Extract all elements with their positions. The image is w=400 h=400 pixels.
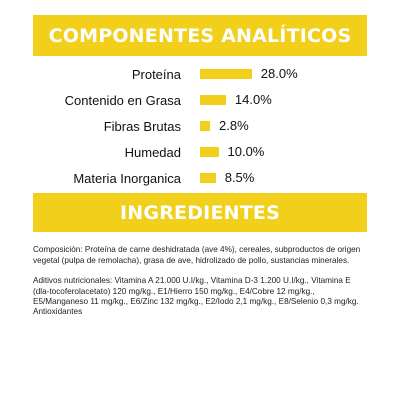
row-bar: [200, 121, 210, 131]
row-label: Fibras Brutas: [103, 119, 181, 134]
analytics-row-fat: [0, 90, 400, 116]
row-value: 8.5%: [224, 170, 255, 185]
additives-text: Aditivos nutricionales: Vitamina A 21.000 U.I/kg., Vitamina D-3 1.200 U.I/kg., Vitamina E (dla-tocoferolacetato) 120 mg/kg., E1/Hierro 150 mg/kg., E4/Cobre 12 mg/kg., E5/Manganeso 11 mg/kg., E6/Zinc 132 mg/kg., E2/Iodo 2,1 mg/kg., E8/Selenio 0,3 mg/kg. Antioxidantes: [33, 276, 359, 317]
row-label: Materia Inorganica: [73, 171, 181, 186]
analytics-table: [0, 64, 400, 194]
row-value: 10.0%: [227, 144, 265, 159]
row-label: Contenido en Grasa: [64, 93, 181, 108]
analytics-row-moisture: [0, 142, 400, 168]
analytics-title: COMPONENTES ANALÍTICOS: [48, 24, 352, 47]
analytics-row-protein: [0, 64, 400, 90]
analytics-row-fiber: [0, 116, 400, 142]
ingredients-title: INGREDIENTES: [120, 201, 280, 224]
row-bar: [200, 147, 219, 157]
analytics-row-ash: [0, 168, 400, 194]
row-label: Humedad: [124, 145, 181, 160]
row-bar: [200, 69, 252, 79]
row-value: 28.0%: [260, 66, 298, 81]
composition-text: Composición: Proteína de carne deshidratada (ave 4%), cereales, subproductos de origen vegetal (pulpa de remolacha), grasa de ave, hidrolizado de pollo, sustancias minerales.: [33, 245, 361, 265]
ingredients-banner: [33, 193, 367, 232]
row-value: 2.8%: [219, 118, 249, 133]
analytics-banner: [33, 15, 367, 56]
row-value: 14.0%: [234, 92, 272, 107]
row-bar: [200, 173, 216, 183]
row-label: Proteína: [131, 67, 181, 82]
row-bar: [200, 95, 226, 105]
